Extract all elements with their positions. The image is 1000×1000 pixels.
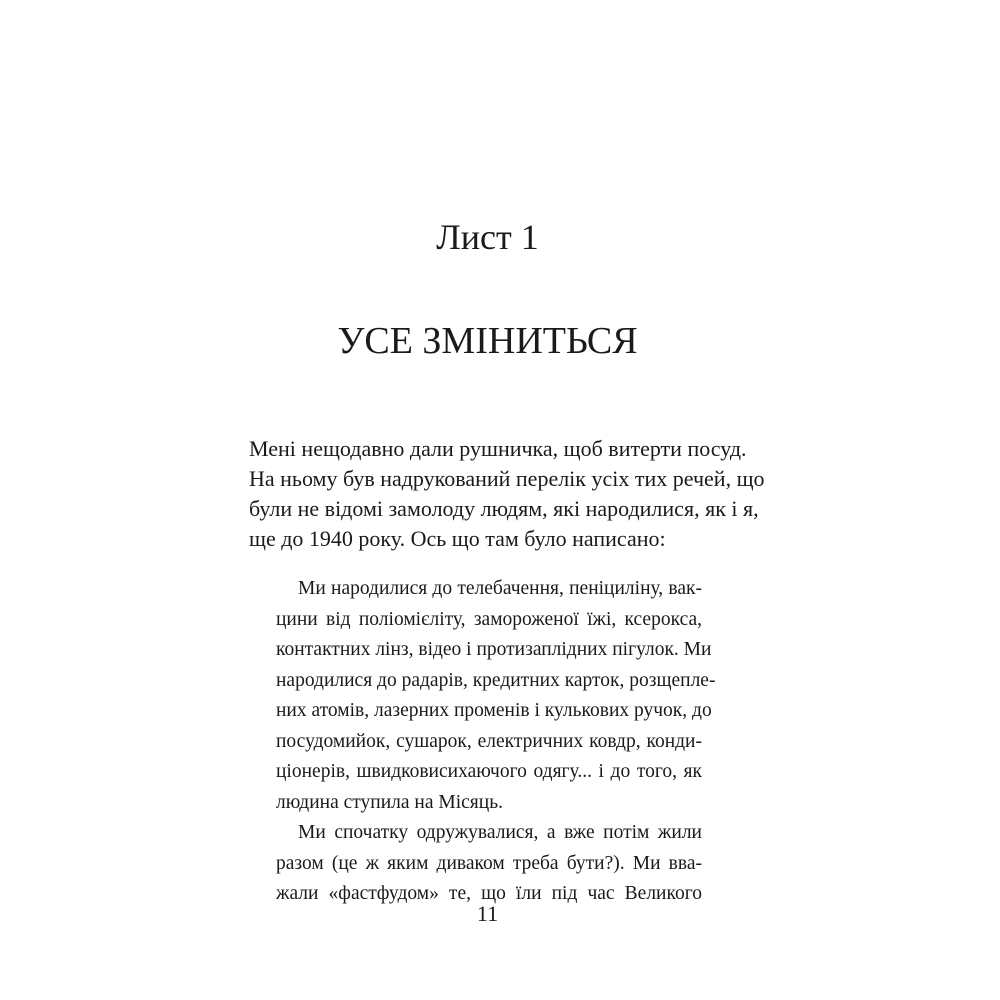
intro-line: На ньому був надрукований перелік усіх тих речей, що <box>249 466 765 491</box>
quote-line: Ми спочатку одружувалися, а вже потім жили <box>298 822 702 843</box>
intro-line: були не відомі замолоду людям, які народилися, як і я, <box>249 496 759 521</box>
quote-line: жали «фастфудом» те, що їли під час Великого <box>276 883 702 904</box>
quote-line: разом (це ж яким диваком треба бути?). Ми вва- <box>276 852 702 874</box>
quote-line: них атомів, лазерних променів і кулькових ручок, до <box>276 700 712 721</box>
quote-line: цини від поліомієліту, замороженої їжі, ксерокса, <box>276 608 702 630</box>
quote-line: людина ступила на Місяць. <box>276 791 503 813</box>
chapter-label: Лист 1 <box>436 217 539 257</box>
quoted-passage <box>276 574 716 910</box>
quote-paragraph <box>276 818 702 910</box>
quote-line: Ми народилися до телебачення, пеніциліну, вак- <box>298 578 702 599</box>
quote-paragraph <box>276 574 716 818</box>
intro-line: ще до 1940 року. Ось що там було написано: <box>249 526 666 551</box>
quote-line: посудомийок, сушарок, електричних ковдр, конди- <box>276 730 702 752</box>
quote-line: ціонерів, швидковисихаючого одягу... і до того, як <box>276 761 702 782</box>
page-number: 11 <box>476 901 499 926</box>
quote-line: контактних лінз, відео і протизаплідних пігулок. Ми <box>276 639 712 660</box>
intro-line: Мені нещодавно дали рушничка, щоб витерти посуд. <box>249 436 747 461</box>
chapter-title: УСЕ ЗМІНИТЬСЯ <box>337 320 638 362</box>
quote-line: народилися до радарів, кредитних карток, розщепле- <box>276 669 716 691</box>
intro-paragraph <box>249 434 765 554</box>
